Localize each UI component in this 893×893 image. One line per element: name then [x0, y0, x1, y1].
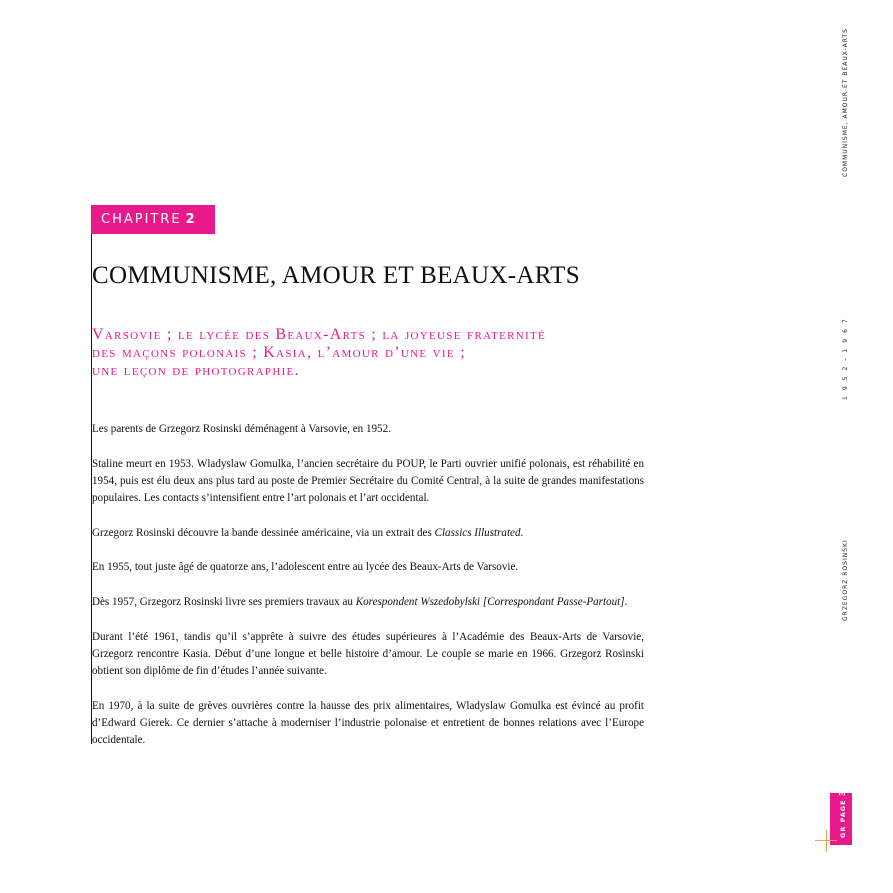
page-number: 35	[838, 783, 847, 797]
paragraph-text: Dès 1957, Grzegorz Rosinski livre ses premiers travaux au	[92, 595, 356, 608]
korespondent-title: Korespondent Wszedobylski	[355, 595, 481, 608]
paragraph: Durant l’été 1961, tandis qu’il s’apprête à suivre des études supérieures à l’Académie des Beaux-Arts de Varsovie, Grzegorz rencontre Kasia. Début d’une longue et belle histoire d’amour. Le couple se marie en 1966. Grzegorz Rosinski obtient son diplôme de fin d’études l’année suivante.	[92, 630, 644, 678]
paragraph: Les parents de Grzegorz Rosinski déménagent à Varsovie, en 1952.	[92, 423, 391, 435]
subtitle-line: une leçon de photographie.	[92, 362, 300, 379]
classics-illustrated-title: Classics Illustrated	[434, 526, 521, 539]
paragraph: Staline meurt en 1953. Wladyslaw Gomulka, l’ancien secrétaire du POUP, le Parti ouvrier unifié polonais, est réhabilité en 1954, puis est élu deux ans plus tard au poste de Premier Secrétaire du Comité Central, à la suite de grandes manifestations populaires. Les contacts s’intensifient entre l’art polonais et l’art occidental.	[92, 457, 644, 505]
body-text	[92, 421, 644, 767]
subtitle-line: Varsovie ; le lycée des Beaux-Arts ; la joyeuse fraternité	[92, 326, 547, 343]
page-label: PAGE	[839, 799, 847, 823]
chapter-number: 2	[185, 212, 197, 227]
paragraph	[92, 525, 644, 542]
running-author: GRZEGORZ ROSINSKI	[842, 539, 849, 621]
paragraph	[92, 594, 644, 611]
chapter-label: CHAPITRE	[101, 212, 182, 227]
subtitle-line: des maçons polonais ; Kasia, l’amour d’une vie ;	[92, 344, 466, 361]
running-title: COMMUNISME, AMOUR ET BEAUX-ARTS	[842, 28, 849, 177]
page-prefix: GR	[839, 825, 847, 838]
paragraph-end: .	[624, 595, 628, 608]
running-years: 1952-1967	[842, 313, 849, 400]
crop-mark-vertical	[826, 830, 827, 852]
page-number-label	[838, 783, 847, 838]
paragraph: En 1955, tout juste âgé de quatorze ans, l’adolescent entre au lycée des Beaux-Arts de Varsovie.	[92, 561, 519, 574]
chapter-title: COMMUNISME, AMOUR ET BEAUX-ARTS	[92, 262, 580, 289]
paragraph-end: .	[520, 526, 524, 539]
paragraph: En 1970, à la suite de grèves ouvrières contre la hausse des prix alimentaires, Wladyslaw Gomulka est évincé au profit d’Edward Gierek. Ce dernier s’attache à moderniser l’industrie polonaise et entretient de bonnes relations avec l’Europe occidentale.	[92, 699, 644, 747]
chapter-badge	[91, 205, 215, 234]
korespondent-translation: [Correspondant Passe-Partout]	[482, 595, 625, 608]
chapter-subtitle	[92, 326, 652, 380]
paragraph-text: Grzegorz Rosinski découvre la bande dessinée américaine, via un extrait des	[92, 526, 435, 539]
